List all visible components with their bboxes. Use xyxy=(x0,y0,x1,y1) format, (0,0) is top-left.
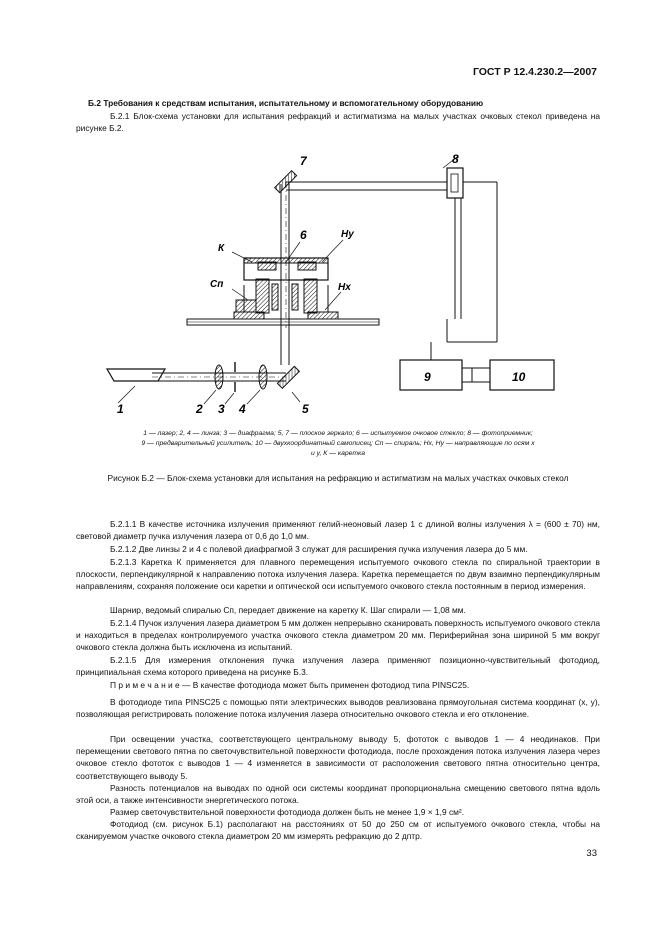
paragraph-pinsc25: В фотодиоде типа PINSC25 с помощью пяти электрических выводов реализована прямоугольная система координат (x, y), позволяющая регистрировать положение потока излучения лазера относительно очкового стекла и его отклонение. xyxy=(76,697,600,720)
paragraph-b2-1-2: Б.2.1.2 Две линзы 2 и 4 с полевой диафрагмой 3 служат для расширения пучка излучения лазера до 5 мм. xyxy=(110,544,528,554)
document-code: ГОСТ Р 12.4.230.2—2007 xyxy=(472,66,597,78)
paragraph-hinge: Шарнир, ведомый спиралью Сп, передает движение на каретку К. Шаг спирали — 1,08 мм. xyxy=(110,605,466,615)
label-sp: Сп xyxy=(210,279,224,290)
paragraph-illumination: При освещении участка, соответствующего центральному выводу 5, фототок с выводов 1 — 4 неодинаков. При перемещении светового пятна по светочувствительной поверхности фотодиода, после прохождения потока излучения лазера через очковое стекло фототок с выводов 1 — 4 изменяется в зависимости от расположения светового пятна относительно центра, соответствующего выводу 5. xyxy=(76,734,600,781)
setup-diagram xyxy=(0,0,661,425)
figure-caption: Рисунок Б.2 — Блок-схема установки для испытания на рефракцию и астигматизм на малых участках очковых стекол xyxy=(107,473,569,483)
page-number: 33 xyxy=(586,848,597,859)
photodetector xyxy=(447,168,463,198)
label-nx: Hx xyxy=(338,282,351,293)
laser xyxy=(107,369,165,381)
mirror-5 xyxy=(277,366,299,388)
legend-line-1: 1 — лазер; 2, 4 — линза; 3 — диафрагма; 5, 7 — плоское зеркало; 6 — испытуемое очковое стекло; 8 — фотоприемник; xyxy=(143,430,533,437)
legend-line-2: 9 — предварительный усилитель; 10 — двухкоординатный самописец; Сп — спираль; Hx, Hy — направляющие по осям x xyxy=(141,440,535,447)
paragraph-distance: Фотодиод (см. рисунок Б.1) располагают на расстояниях от 50 до 250 см от испытуемого очкового стекла, чтобы на сканируемом участке очкового стекла диаметром 20 мм измерять рефракцию до 2 дптр. xyxy=(76,819,600,842)
lens-4 xyxy=(259,365,267,389)
label-5: 5 xyxy=(302,402,309,416)
figure-legend xyxy=(76,429,600,459)
label-10: 10 xyxy=(512,370,526,384)
label-7: 7 xyxy=(300,154,307,168)
paragraph-size: Размер светочувствительной поверхности фотодиода должен быть не менее 1,9 × 1,9 см². xyxy=(110,807,465,817)
paragraph-potential: Разность потенциалов на выводах по одной оси системы координат пропорциональна смещению светового пятна вдоль этой оси, а также интенсивности энергетического потока. xyxy=(76,783,600,806)
label-8: 8 xyxy=(452,152,459,166)
intro-paragraph: Б.2.1 Блок-схема установки для испытания рефракций и астигматизма на малых участках очковых стекол приведена на рисунке Б.2. xyxy=(76,111,600,134)
paragraph-b2-1-4: Б.2.1.4 Пучок излучения лазера диаметром 5 мм должен непрерывно сканировать поверхность испытуемого очкового стекла и находиться в пределах контролируемого участка очкового стекла диаметром 20 мм. Периферийная зона шириной 5 мм вокруг очкового стекла должна быть исключена из испытаний. xyxy=(76,618,600,653)
label-k: К xyxy=(218,243,225,254)
paragraph-b2-1-3: Б.2.1.3 Каретка К применяется для плавного перемещения испытуемого очкового стекла по спиральной траектории в плоскости, перпендикулярной к направлению потока излучения лазера. Каретка перемещается по двум взаимно перпендикулярным направлениям, сохраняя положение оси каретки и оптической оси испытуемого очкового стекла постоянным в период измерения. xyxy=(76,557,600,592)
label-ny: Hy xyxy=(341,229,354,240)
lens-2 xyxy=(215,365,223,389)
preamplifier-box xyxy=(400,360,462,390)
paragraph-b2-1-1: Б.2.1.1 В качестве источника излучения применяют гелий-неоновый лазер 1 с длиной волны излучения λ = (600 ± 70) нм, световой диаметр пучка излучения лазера от 0,6 до 1,0 мм. xyxy=(76,519,600,542)
label-3: 3 xyxy=(218,402,225,416)
label-4: 4 xyxy=(239,402,246,416)
label-1: 1 xyxy=(117,402,124,416)
legend-line-3: и y, К — каретка xyxy=(310,450,366,457)
paragraph-note: П р и м е ч а н и е — В качестве фотодиода может быть применен фотодиод типа PINSC25. xyxy=(110,680,470,690)
label-2: 2 xyxy=(196,402,203,416)
label-6: 6 xyxy=(300,228,307,242)
label-9: 9 xyxy=(424,370,431,384)
section-title: Б.2 Требования к средствам испытания, испытательному и вспомогательному оборудованию xyxy=(88,98,484,108)
paragraph-b2-1-5: Б.2.1.5 Для измерения отклонения пучка излучения лазера применяют позиционно-чувствительный фотодиод, принципиальная схема которого приведена на рисунке Б.3. xyxy=(76,655,600,678)
